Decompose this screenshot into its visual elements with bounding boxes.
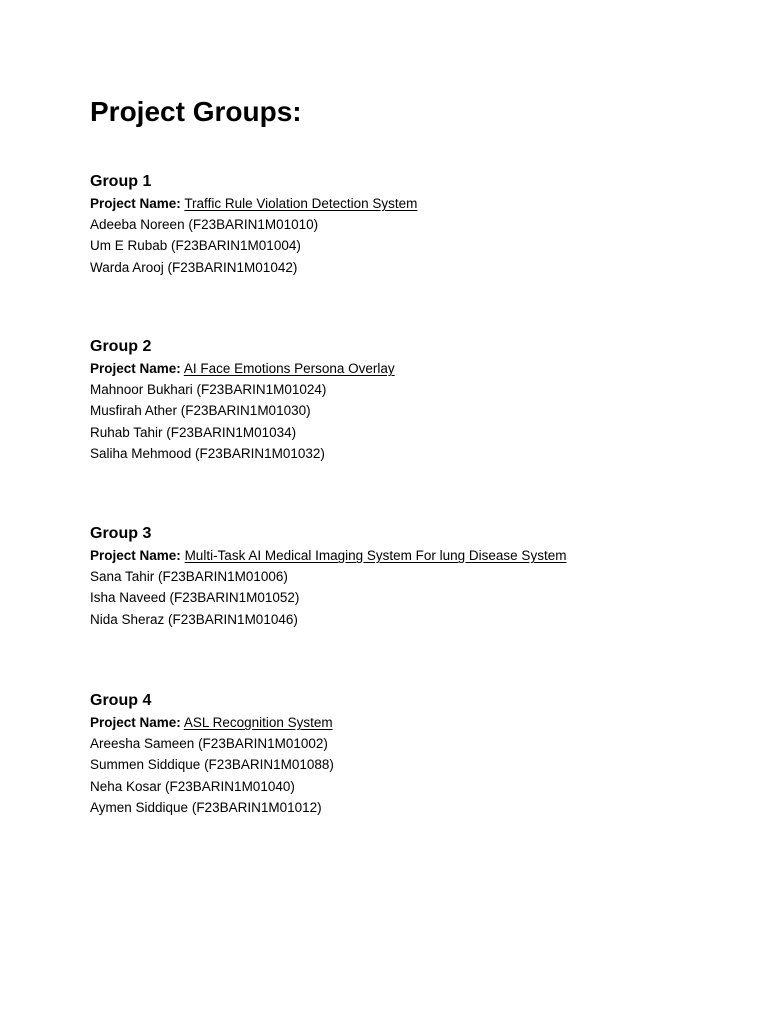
member-item: Isha Naveed (F23BARIN1M01052): [90, 590, 300, 606]
member-item: Saliha Mehmood (F23BARIN1M01032): [90, 445, 325, 461]
member-item: Areesha Sameen (F23BARIN1M01002): [90, 736, 328, 751]
group-heading: Group 3: [90, 525, 152, 542]
project-name-label: Project Name:: [90, 715, 181, 730]
project-name-text: Multi-Task AI Medical Imaging System For lung Disease System: [184, 548, 567, 563]
group-section-1: [90, 171, 730, 278]
member-item: Summen Siddique (F23BARIN1M01088): [90, 757, 334, 773]
member-item: Ruhab Tahir (F23BARIN1M01034): [90, 424, 297, 440]
project-line: [90, 358, 730, 379]
page-title: Project Groups:: [90, 96, 302, 127]
project-name-label: Project Name:: [90, 196, 181, 211]
project-name-text: Traffic Rule Violation Detection System: [184, 196, 418, 211]
member-item: Um E Rubab (F23BARIN1M01004): [90, 238, 301, 254]
member-item: Musfirah Ather (F23BARIN1M01030): [90, 403, 311, 419]
group-section-3: [90, 523, 730, 630]
project-name-label: Project Name:: [90, 361, 181, 376]
project-name-text: AI Face Emotions Persona Overlay: [183, 361, 395, 376]
group-heading: Group 2: [90, 338, 152, 355]
member-item: Warda Arooj (F23BARIN1M01042): [90, 259, 298, 275]
member-item: Adeeba Noreen (F23BARIN1M01010): [90, 217, 319, 232]
project-name-label: Project Name:: [90, 548, 181, 563]
project-name-text: ASL Recognition System: [183, 715, 333, 730]
project-line: [90, 712, 730, 733]
member-item: Aymen Siddique (F23BARIN1M01012): [90, 799, 322, 815]
project-line: [90, 545, 730, 566]
member-item: Mahnoor Bukhari (F23BARIN1M01024): [90, 382, 327, 397]
member-item: Nida Sheraz (F23BARIN1M01046): [90, 611, 298, 627]
group-heading: Group 1: [90, 173, 152, 190]
member-item: Sana Tahir (F23BARIN1M01006): [90, 569, 288, 584]
member-item: Neha Kosar (F23BARIN1M01040): [90, 778, 295, 794]
project-line: [90, 193, 730, 214]
group-section-4: [90, 690, 730, 818]
group-section-2: [90, 336, 730, 464]
group-heading: Group 4: [90, 692, 152, 709]
